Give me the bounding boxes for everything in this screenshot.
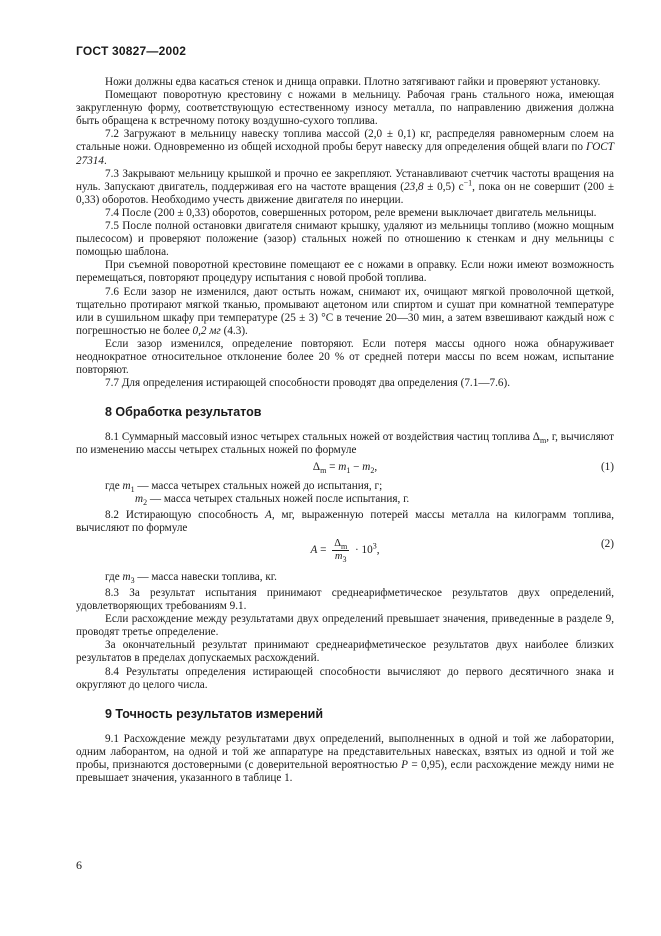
paragraph: При съемной поворотной крестовине помещают ее с ножами в оправку. Если ножи имеют возможность перемещаться, повторяют процедуру испытания с новой пробой топлива.	[76, 259, 614, 285]
formula-number: (2)	[600, 537, 614, 550]
page-number: 6	[76, 858, 82, 872]
formula-1: $\Delta_m = m_1 - m_2$, (1)	[312, 460, 614, 475]
body-text	[76, 76, 614, 785]
variable-definition: $m_2$ — масса четырех стальных ножей после испытания, г.	[135, 492, 410, 507]
paragraph-7-5: 7.5 После полной остановки двигателя снимают крышку, удаляют из мельницы топливо (можно мощным пылесосом) и проверяют положение (зазор) стальных ножей по отношению к стенкам и дну мельницы с помощью шаблона.	[76, 220, 614, 259]
paragraph-8-2: 8.2 Истирающую способность А, мг, выраженную потерей массы металла на килограмм топлива, вычисляют по формуле	[76, 508, 614, 534]
paragraph-8-1: 8.1 Суммарный массовый износ четырех стальных ножей от воздействия частиц топлива $\Delta_m$, г, вычисляют по изменению массы четырех стальных ножей по формуле	[76, 431, 614, 457]
section-heading-9: 9 Точность результатов измерений	[105, 706, 324, 721]
formula-number: (1)	[600, 460, 614, 473]
paragraph: Ножи должны едва касаться стенок и днища оправки. Плотно затягивают гайки и проверяют установку.	[105, 76, 601, 88]
variable-definition: где $m_3$ — масса навески топлива, кг.	[105, 570, 277, 586]
paragraph: Помещают поворотную крестовину с ножами в мельницу. Рабочая грань стального ножа, имеющая закругленную форму, соответствующую естественному износу металла, по направлению движения должна быть обращена к встречному потоку воздушно-сухого топлива.	[76, 89, 614, 128]
fraction: $\frac{\Delta_m}{m_3}$	[334, 537, 348, 564]
paragraph-8-4: 8.4 Результаты определения истирающей способности вычисляют до первого десятичного знака и округляют до целого числа.	[76, 665, 614, 691]
standard-reference: ГОСТ 27314	[76, 141, 614, 167]
paragraph-7-2: 7.2 Загружают в мельницу навеску топлива массой (2,0 ± 0,1) кг, распределяя равномерным слоем на стальные ножи. Одновременно из общей исходной пробы берут навеску для определения общей влаги по ГОСТ 27314.	[76, 128, 614, 167]
paragraph-9-1: 9.1 Расхождение между результатами двух определений, выполненных в одной и той же лаборатории, одним лаборантом, на одной и той же аппаратуре на представительных навесках, взятых из одной и той же пробы, признаются достоверными (с доверительной вероятностью Р = 0,95), если расхождение между ними не превышает значения, указанного в таблице 1.	[76, 732, 614, 785]
paragraph-8-3: 8.3 За результат испытания принимают среднеарифметическое результатов двух определений, удовлетворяющих требованиям 9.1.	[76, 587, 614, 613]
paragraph: Если зазор изменился, определение повторяют. Если потеря массы одного ножа обнаруживает неоднократное относительное отклонение более 20 % от средней потери массы по всем ножам, испытание повторяют.	[76, 337, 614, 377]
paragraph-7-6: 7.6 Если зазор не изменился, дают остыть ножам, снимают их, очищают мягкой проволочной щеткой, тщательно протирают мягкой тканью, промывают ацетоном или спиртом и сушат при комнатной температуре или в сушильном шкафу при температуре (25 ± 3) °С в течение 20—30 мин, а затем взвешивают каждый нож с погрешностью не более 0,2 мг (4.3).	[76, 285, 614, 337]
section-heading-8: 8 Обработка результатов	[105, 405, 262, 420]
paragraph-7-3: 7.3 Закрывают мельницу крышкой и прочно ее закрепляют. Устанавливают счетчик частоты вращения на нуль. Запускают двигатель, поддерживая его на частоте вращения (23,8 ± 0,5) $с^{-1}$, пока он не совершит (200 ± 0,33) оборотов. Необходимо учесть движение двигателя по инерции.	[76, 167, 614, 206]
formula-2: A = $\frac{\Delta_m}{m_3}$ · $10^3$, (2)	[310, 537, 614, 564]
running-header: ГОСТ 30827—2002	[76, 44, 187, 58]
paragraph: За окончательный результат принимают среднеарифметическое результатов двух наиболее близких результатов в пределах допускаемых расхождений.	[76, 639, 614, 665]
paragraph-7-4: 7.4 После (200 ± 0,33) оборотов, совершенных ротором, реле времени выключает двигатель мельницы.	[105, 206, 597, 219]
variable-definition: где $m_1$ — масса четырех стальных ножей до испытания, г;	[105, 479, 383, 494]
paragraph-7-7: 7.7 Для определения истирающей способности проводят два определения (7.1—7.6).	[105, 377, 511, 390]
paragraph: Если расхождение между результатами двух определений превышает значения, приведенные в разделе 9, проводят третье определение.	[76, 613, 614, 639]
